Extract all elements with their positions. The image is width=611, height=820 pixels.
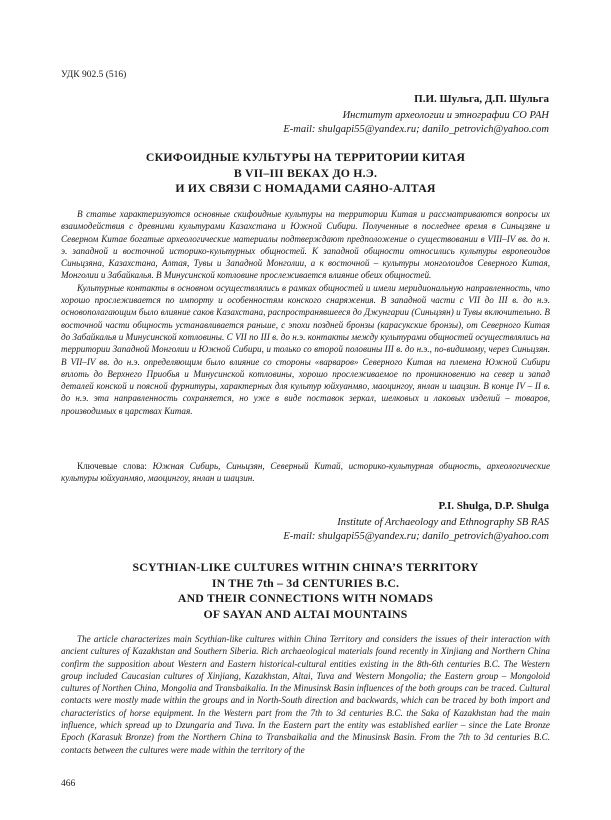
title-en-line: IN THE 7th – 3d CENTURIES B.C. — [211, 575, 400, 590]
title-en — [40, 560, 571, 622]
title-ru — [40, 150, 571, 197]
page-number: 466 — [61, 779, 76, 789]
abstract-ru-paragraph: В статье характеризуются основные скифоидные культуры на территории Китая и рассматриваются вопросы их взаимодействия с древними культурами Казахстана и Южной Сибири. Полученные в последнее время в Синьцзяне и Северном Китае богатые археологические материалы подтверждают предположение о существовании в VIII–IV вв. до н. э. западной и восточной историко-культурных общностей. К западной общности относились культуры европеоидов Синьцзяна, Казахстана, Алтая, Тувы и Западной Монголии, а к восточной – культуры монголоидов Северного Китая, Монголии и Забайкалья. В Минусинской котловине прослеживается влияние обеих общностей. — [61, 209, 550, 281]
institute-en: Institute of Archaeology and Ethnography SB RAS — [337, 517, 549, 528]
authors-ru: П.И. Шульга, Д.П. Шульга — [414, 93, 549, 105]
institute-ru: Институт археологии и этнографии СО РАН — [342, 110, 549, 121]
abstract-ru — [61, 208, 550, 417]
abstract-en-paragraph: The article characterizes main Scythian-like cultures within China Territory and considers the issues of their interaction with ancient cultures of Kazakhstan and Southern Siberia. Rich archaeological materials found recently in Xinjiang and Northern China confirm the supposition about Western and Eastern historical-cultural entities existing in the 8th-6th centuries B.C. The Western group included Caucasian cultures of Xinjiang, Kazakhstan, Altai, Tuva and Western Mongolia; the Eastern group – Mongoloid cultures of Northen China, Mongolia and Transbaikalia. In the Minusinsk Basin influences of the both groups can be traced. Cultural contacts were mostly made within the groups and in North-South direction and backwards, which can be traced by both import and characteristics of horse equipment. In the Western part from the 7th to 3d centuries B.C. the Saka of Kazakhstan had the main influence, which spread up to Dzungaria and Tuva. In the Eastern part the entity was established earlier – since the Late Bronze Epoch (Karasuk Bronze) from the Northern China to Transbaikalia and the Minusinsk Basin. From the 7th to 3d centuries B.C. contacts between the cultures were made within the territory of the — [61, 634, 550, 755]
title-en-line: SCYTHIAN-LIKE CULTURES WITHIN CHINA’S TERRITORY — [132, 560, 479, 574]
title-ru-line: В VII–III ВЕКАХ ДО Н.Э. — [233, 165, 378, 180]
abstract-ru-paragraph: Культурные контакты в основном осуществлялись в рамках общностей и имели меридиональную направленность, что хорошо прослеживается по импорту и особенностям конского снаряжения. В западной части с VII до III в. до н.э. основополагающим было влияние саков Казахстана, распространявшееся до Джунгарии (Синьцзян) и Тувы включительно. В восточной части общность устанавливается раньше, с эпохи поздней бронзы (карасукские бронзы), от Северного Китая до Забайкалья и Минусинской котловины. С VII по III в. до н.э. контакты между культурами общностей осуществлялись на территории Западной Монголии и Южной Сибири, и только со второй половины III в. до н.э., по-видимому, через Синьцзян. В VII–IV вв. до н.э. определяющим было влияние со стороны «варваров» Северного Китая на племена Южной Сибири вплоть до Верхнего Приобья и Минусинской котловины, хорошо прослеживаемое по проникновению на север и запад деталей конской и поясной фурнитуры, характерных для культур юйхуанмяо, маоцингоу, янлан и шацзин. В конце IV – II в. до н.э. эта направленность сохраняется, но уже в виде поставок зеркал, шелковых и лаковых изделий – товаров, производимых в царствах Китая. — [61, 282, 550, 416]
keywords-ru — [61, 460, 550, 485]
title-en-line: OF SAYAN AND ALTAI MOUNTAINS — [203, 606, 408, 621]
abstract-en — [61, 633, 550, 756]
email-en: E-mail: shulgapi55@yandex.ru; danilo_petrovich@yahoo.com — [283, 531, 549, 542]
title-ru-line: СКИФОИДНЫЕ КУЛЬТУРЫ НА ТЕРРИТОРИИ КИТАЯ — [145, 150, 466, 164]
title-en-line: AND THEIR CONNECTIONS WITH NOMADS — [177, 591, 434, 605]
keywords-value: Южная Сибирь, Синьцзян, Северный Китай, историко-культурная общность, археологические культуры юйхуанмяо, маоцингоу, янлан и шацзин. — [61, 461, 550, 484]
email-ru: E-mail: shulgapi55@yandex.ru; danilo_petrovich@yahoo.com — [283, 124, 549, 135]
keywords-label: Ключевые слова: — [77, 461, 147, 471]
title-ru-line: И ИХ СВЯЗИ С НОМАДАМИ САЯНО-АЛТАЯ — [175, 181, 436, 195]
udk-code: УДК 902.5 (516) — [61, 70, 127, 80]
authors-en: P.I. Shulga, D.P. Shulga — [438, 500, 549, 512]
